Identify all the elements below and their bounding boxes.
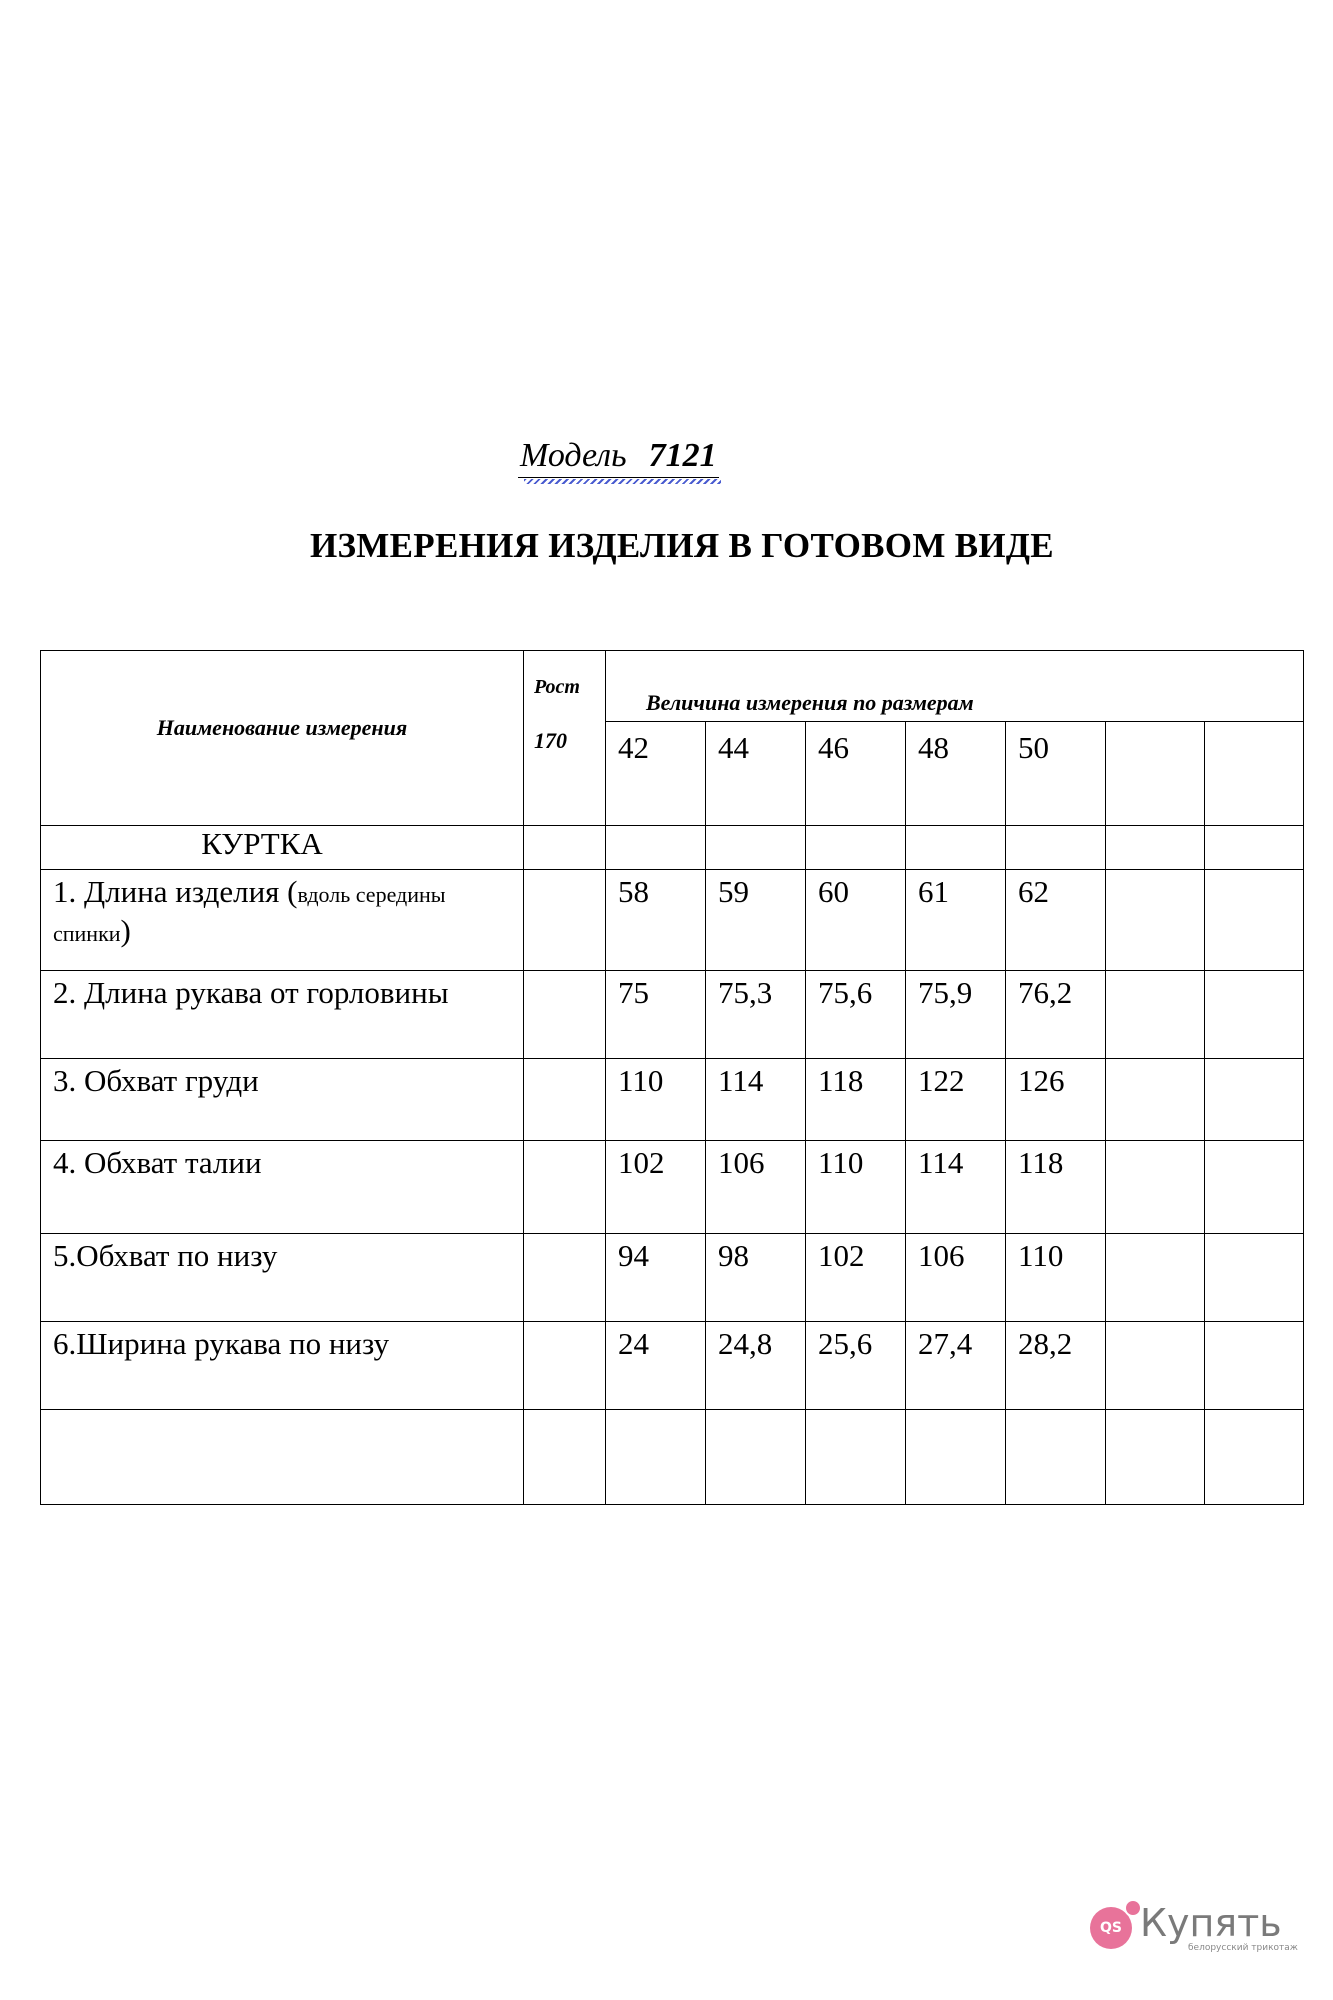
measurement-name [41, 1059, 524, 1141]
empty-cell [1205, 1410, 1304, 1505]
measurement-name-main: 6.Ширина рукава по низу [53, 1326, 390, 1361]
value-cell: 58 [606, 870, 706, 971]
value-cell: 75,9 [906, 971, 1006, 1059]
value-cell: 62 [1006, 870, 1106, 971]
section-empty-cell [806, 826, 906, 870]
value-cell: 25,6 [806, 1322, 906, 1410]
measurements-table [40, 650, 1304, 1505]
section-label: КУРТКА [41, 826, 524, 870]
rost-cell [524, 1059, 606, 1141]
empty-cell [41, 1410, 524, 1505]
measurement-name-main: 4. Обхват талии [53, 1145, 262, 1180]
value-cell [1106, 1059, 1205, 1141]
value-cell: 118 [806, 1059, 906, 1141]
empty-cell [524, 1410, 606, 1505]
rost-cell [524, 1141, 606, 1234]
value-cell: 126 [1006, 1059, 1106, 1141]
size-blank-6 [1205, 722, 1304, 826]
empty-cell [806, 1410, 906, 1505]
measurement-name [41, 971, 524, 1059]
value-cell [1106, 1322, 1205, 1410]
measurement-name [41, 1322, 524, 1410]
value-cell [1106, 1234, 1205, 1322]
site-logo [1088, 1895, 1298, 1961]
value-cell [1205, 1141, 1304, 1234]
empty-cell [606, 1410, 706, 1505]
value-cell [1205, 870, 1304, 971]
value-cell: 106 [906, 1234, 1006, 1322]
measurement-name-end: ) [120, 913, 131, 948]
section-empty-cell [1106, 826, 1205, 870]
rost-cell [524, 870, 606, 971]
value-cell: 98 [706, 1234, 806, 1322]
value-cell: 122 [906, 1059, 1006, 1141]
value-cell: 28,2 [1006, 1322, 1106, 1410]
measurement-name [41, 1234, 524, 1322]
value-cell [1205, 1322, 1304, 1410]
section-empty-cell [524, 826, 606, 870]
value-cell [1106, 870, 1205, 971]
header-row [41, 651, 1304, 722]
value-cell: 75,6 [806, 971, 906, 1059]
value-cell: 27,4 [906, 1322, 1006, 1410]
value-cell: 102 [606, 1141, 706, 1234]
table-row [41, 1234, 1304, 1322]
model-label: Модель [520, 437, 627, 474]
value-cell [1106, 971, 1205, 1059]
value-cell: 114 [906, 1141, 1006, 1234]
empty-cell [706, 1410, 806, 1505]
value-cell: 110 [606, 1059, 706, 1141]
value-cell: 61 [906, 870, 1006, 971]
size-46: 46 [806, 722, 906, 826]
value-cell: 106 [706, 1141, 806, 1234]
measurement-name-note: вдоль середины спинки [53, 882, 446, 946]
empty-cell [1006, 1410, 1106, 1505]
table-row [41, 1322, 1304, 1410]
table-row [41, 1059, 1304, 1141]
model-heading [518, 435, 719, 478]
measurement-name-main: 3. Обхват груди [53, 1063, 259, 1098]
header-rost-label: Рост [534, 676, 580, 698]
size-blank-5 [1106, 722, 1205, 826]
measurement-name [41, 1141, 524, 1234]
empty-cell [1106, 1410, 1205, 1505]
value-cell: 102 [806, 1234, 906, 1322]
value-cell [1205, 1234, 1304, 1322]
rost-cell [524, 1322, 606, 1410]
size-48: 48 [906, 722, 1006, 826]
rost-cell [524, 1234, 606, 1322]
header-values: Величина измерения по размерам [606, 651, 1304, 722]
measurement-name [41, 870, 524, 971]
value-cell: 94 [606, 1234, 706, 1322]
value-cell: 24 [606, 1322, 706, 1410]
value-cell: 118 [1006, 1141, 1106, 1234]
logo-brand: Купять [1140, 1901, 1282, 1945]
section-empty-cell [706, 826, 806, 870]
value-cell [1205, 1059, 1304, 1141]
value-cell: 75 [606, 971, 706, 1059]
empty-row [41, 1410, 1304, 1505]
size-42: 42 [606, 722, 706, 826]
measurement-name-main: 2. Длина рукава от горловины [53, 975, 449, 1010]
size-50: 50 [1006, 722, 1106, 826]
model-number: 7121 [648, 437, 717, 474]
measurement-name-main: 1. Длина изделия ( [53, 874, 298, 909]
rost-cell [524, 971, 606, 1059]
section-empty-cell [1205, 826, 1304, 870]
value-cell: 114 [706, 1059, 806, 1141]
value-cell: 76,2 [1006, 971, 1106, 1059]
logo-badge: QS [1090, 1907, 1132, 1949]
table-row [41, 971, 1304, 1059]
value-cell [1205, 971, 1304, 1059]
value-cell: 59 [706, 870, 806, 971]
page-title: ИЗМЕРЕНИЯ ИЗДЕЛИЯ В ГОТОВОМ ВИДЕ [310, 526, 1054, 565]
section-empty-cell [1006, 826, 1106, 870]
section-row [41, 826, 1304, 870]
logo-tagline: белорусский трикотаж [1188, 1943, 1298, 1953]
table-row [41, 870, 1304, 971]
value-cell: 75,3 [706, 971, 806, 1059]
measurement-name-main: 5.Обхват по низу [53, 1238, 278, 1273]
table-row [41, 1141, 1304, 1234]
value-cell [1106, 1141, 1205, 1234]
section-empty-cell [906, 826, 1006, 870]
section-empty-cell [606, 826, 706, 870]
empty-cell [906, 1410, 1006, 1505]
size-44: 44 [706, 722, 806, 826]
value-cell: 110 [806, 1141, 906, 1234]
header-name: Наименование измерения [41, 651, 524, 826]
value-cell: 24,8 [706, 1322, 806, 1410]
header-rost [524, 651, 606, 826]
rost-value: 170 [534, 728, 567, 753]
spellcheck-underline [524, 479, 721, 484]
value-cell: 60 [806, 870, 906, 971]
value-cell: 110 [1006, 1234, 1106, 1322]
